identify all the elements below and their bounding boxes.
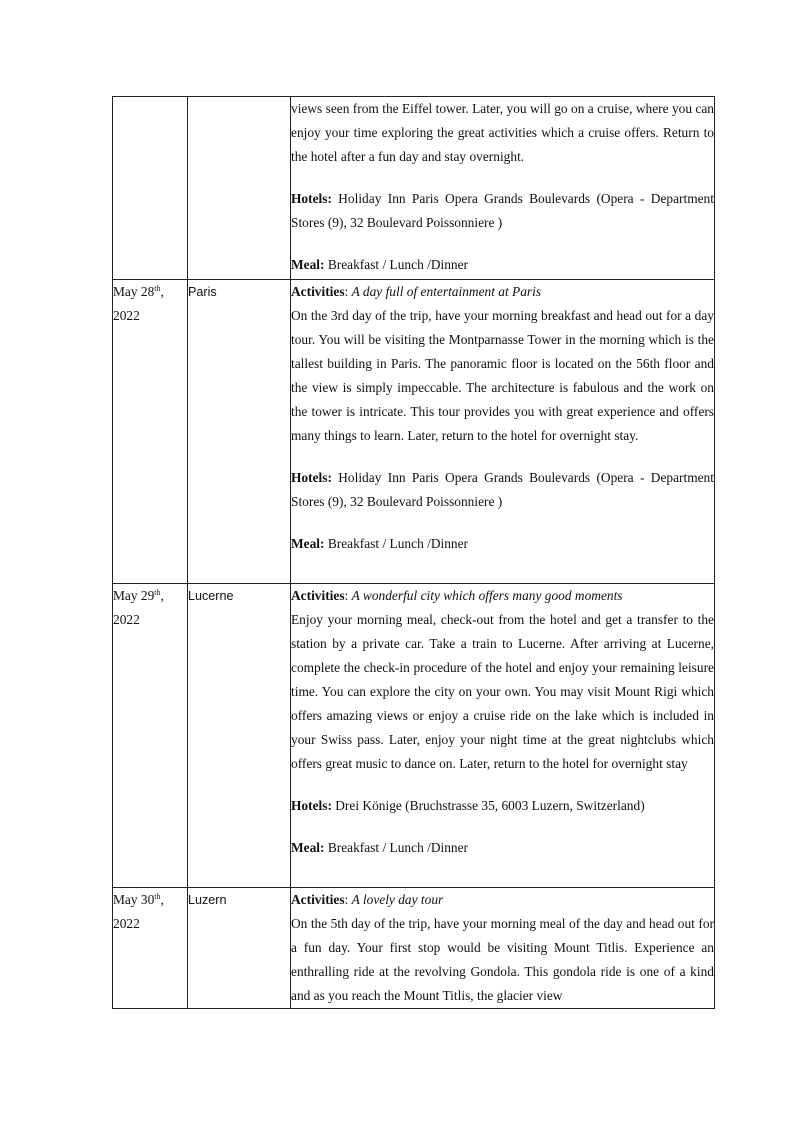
date-ordinal: th	[154, 892, 161, 901]
activity-heading: Activities: A day full of entertainment at Paris	[291, 284, 542, 299]
activities-label: Activities	[291, 284, 345, 299]
details-cell	[291, 280, 715, 584]
date-ordinal: th	[154, 284, 161, 293]
activities-label: Activities	[291, 892, 345, 907]
activity-heading: Activities: A lovely day tour	[291, 892, 444, 907]
date-year: , 2022	[113, 284, 164, 323]
details-cell	[291, 888, 715, 1009]
activity-heading: Activities: A wonderful city which offers many good moments	[291, 588, 623, 603]
date-cell	[113, 97, 188, 280]
meal-line	[291, 836, 714, 860]
activity-title: A lovely day tour	[351, 892, 444, 907]
table-row	[113, 888, 715, 1009]
activities-label: Activities	[291, 588, 345, 603]
hotels-label: Hotels:	[291, 798, 332, 813]
city-cell: Paris	[188, 280, 291, 584]
table-row	[113, 280, 715, 584]
date-day: May 30	[113, 892, 155, 907]
date-year: , 2022	[113, 892, 164, 931]
activity-description: On the 5th day of the trip, have your morning meal of the day and head out for a fun day. Your first stop would be visiting Mount Titlis. Experience an enthralling ride at the revolving Gondola. This gondola ride is one of a kind and as you reach the Mount Titlis, the glacier view	[291, 916, 714, 1003]
hotels-line	[291, 794, 714, 818]
meal-line	[291, 253, 714, 277]
hotels-value: Holiday Inn Paris Opera Grands Boulevards (Opera - Department Stores (9), 32 Boulevard Poissonniere )	[291, 470, 714, 509]
hotels-line	[291, 466, 714, 514]
hotels-value: Holiday Inn Paris Opera Grands Boulevards (Opera - Department Stores (9), 32 Boulevard Poissonniere )	[291, 191, 714, 230]
activity-description: Enjoy your morning meal, check-out from the hotel and get a transfer to the station by a private car. Take a train to Lucerne. After arriving at Lucerne, complete the check-in procedure of the hotel and enjoy your remaining leisure time. You can explore the city on your own. You may visit Mount Rigi which offers amazing views or enjoy a cruise ride on the lake which is included in your Swiss pass. Later, enjoy your night time at the great nightclubs which offers great music to dance on. Later, return to the hotel for overnight stay	[291, 612, 714, 771]
meal-label: Meal:	[291, 257, 325, 272]
city-cell	[188, 97, 291, 280]
details-cell	[291, 97, 715, 280]
details-cell	[291, 584, 715, 888]
meal-value: Breakfast / Lunch /Dinner	[327, 840, 469, 855]
meal-value: Breakfast / Lunch /Dinner	[327, 257, 469, 272]
meal-label: Meal:	[291, 536, 325, 551]
activity-title: A wonderful city which offers many good moments	[351, 588, 623, 603]
date-ordinal: th	[154, 588, 161, 597]
activity-description: On the 3rd day of the trip, have your morning breakfast and head out for a day tour. You will be visiting the Montparnasse Tower in the morning which is the tallest building in Paris. The panoramic floor is located on the 56th floor and the view is simply impeccable. The architecture is fabulous and the work on the tower is intricate. This tour provides you with great experience and offers many things to learn. Later, return to the hotel for overnight stay.	[291, 308, 714, 443]
meal-value: Breakfast / Lunch /Dinner	[327, 536, 469, 551]
meal-line	[291, 532, 714, 556]
itinerary-table	[112, 96, 715, 1009]
table-row	[113, 584, 715, 888]
date-day: May 28	[113, 284, 155, 299]
table-row	[113, 97, 715, 280]
meal-label: Meal:	[291, 840, 325, 855]
date-year: , 2022	[113, 588, 164, 627]
date-cell	[113, 280, 188, 584]
date-cell	[113, 888, 188, 1009]
hotels-line	[291, 187, 714, 235]
city-cell: Lucerne	[188, 584, 291, 888]
hotels-label: Hotels:	[291, 191, 332, 206]
date-day: May 29	[113, 588, 155, 603]
activity-description: views seen from the Eiffel tower. Later, you will go on a cruise, where you can enjoy your time exploring the great activities which a cruise offers. Return to the hotel after a fun day and stay overnight.	[291, 101, 714, 164]
activity-title: A day full of entertainment at Paris	[351, 284, 542, 299]
hotels-value: Drei Könige (Bruchstrasse 35, 6003 Luzern, Switzerland)	[335, 798, 645, 813]
city-cell: Luzern	[188, 888, 291, 1009]
hotels-label: Hotels:	[291, 470, 332, 485]
date-cell	[113, 584, 188, 888]
